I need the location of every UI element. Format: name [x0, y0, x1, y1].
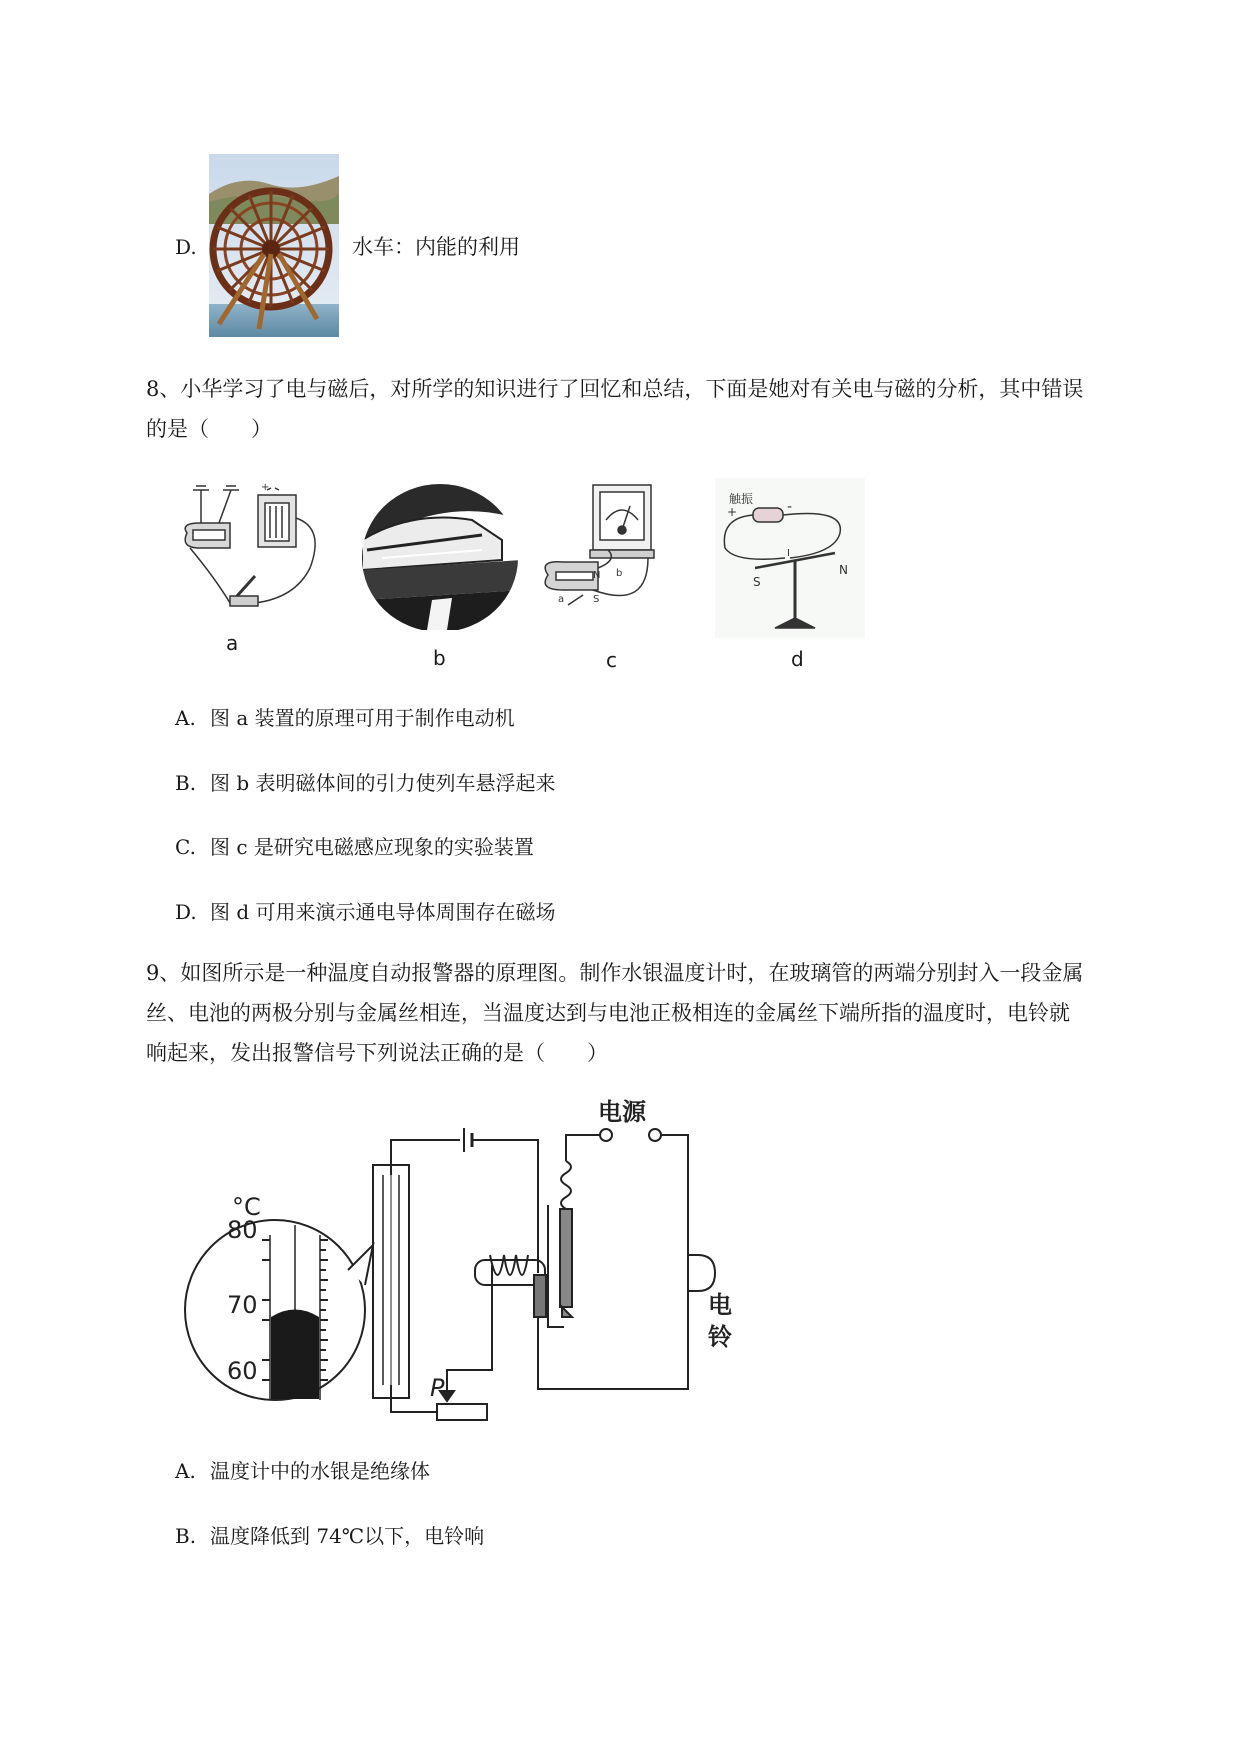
question-stem: 丝、电池的两极分别与金属丝相连，当温度达到与电池正极相连的金属丝下端所指的温度时，电铃就	[146, 1001, 1070, 1025]
tick-label-60: 60	[227, 1357, 258, 1385]
option-a-letter: A.	[175, 706, 196, 730]
svg-text:+: +	[261, 482, 270, 493]
figure-d	[715, 478, 865, 638]
option-a-text: 图 a 装置的原理可用于制作电动机	[210, 706, 515, 730]
slider-p-label: P	[430, 1374, 445, 1402]
minus-label: -	[787, 499, 793, 515]
question-stem: 响起来，发出报警信号下列说法正确的是（ ）	[146, 1041, 608, 1065]
tick-label-70: 70	[227, 1291, 258, 1319]
power-label: 电源	[598, 1098, 646, 1126]
wire-b-label: b	[616, 568, 623, 579]
water-wheel-photo	[209, 154, 339, 337]
option-c-letter: C.	[175, 835, 196, 859]
option-b-text: 图 b 表明磁体间的引力使列车悬浮起来	[210, 771, 556, 795]
needle-s-label: S	[753, 575, 761, 589]
figure-b	[362, 480, 522, 630]
tick-label-80: 80	[227, 1216, 258, 1244]
option-b-letter: B.	[175, 771, 197, 795]
plus-label: +	[727, 505, 738, 519]
option-b-text: 温度降低到 74℃以下，电铃响	[210, 1524, 485, 1548]
temperature-alarm-diagram	[170, 1095, 740, 1425]
option-d-letter: D.	[175, 900, 197, 924]
switch-label: 触振	[729, 492, 754, 506]
bell-label-2: 铃	[708, 1323, 732, 1351]
option-c-text: 图 c 是研究电磁感应现象的实验装置	[210, 835, 534, 859]
figure-label: c	[606, 648, 617, 672]
figure-label: d	[791, 647, 804, 671]
figure-label: b	[433, 646, 446, 670]
figure-a	[175, 478, 325, 618]
current-label: I	[787, 548, 790, 559]
option-a-text: 温度计中的水银是绝缘体	[210, 1459, 430, 1483]
bell-label-1: 电	[708, 1291, 732, 1319]
magnet-s-label: S	[593, 594, 600, 605]
option-d-text: 图 d 可用来演示通电导体周围存在磁场	[210, 900, 556, 924]
needle-n-label: N	[839, 563, 848, 577]
option-letter: D.	[175, 235, 197, 259]
question-stem: 9、如图所示是一种温度自动报警器的原理图。制作水银温度计时，在玻璃管的两端分别封入一段金属	[146, 961, 1084, 985]
wire-a-label: a	[558, 594, 565, 605]
option-a-letter: A.	[175, 1459, 196, 1483]
magnet-n-label: N	[593, 570, 601, 581]
figure-label: a	[226, 631, 239, 655]
question-stem: 的是（ ）	[146, 417, 272, 441]
question-stem: 8、小华学习了电与磁后，对所学的知识进行了回忆和总结，下面是她对有关电与磁的分析，其中错误	[146, 377, 1084, 401]
option-b-letter: B.	[175, 1524, 197, 1548]
option-text: 水车：内能的利用	[352, 235, 520, 259]
celsius-label: °C	[232, 1193, 261, 1221]
figure-c	[538, 480, 678, 630]
